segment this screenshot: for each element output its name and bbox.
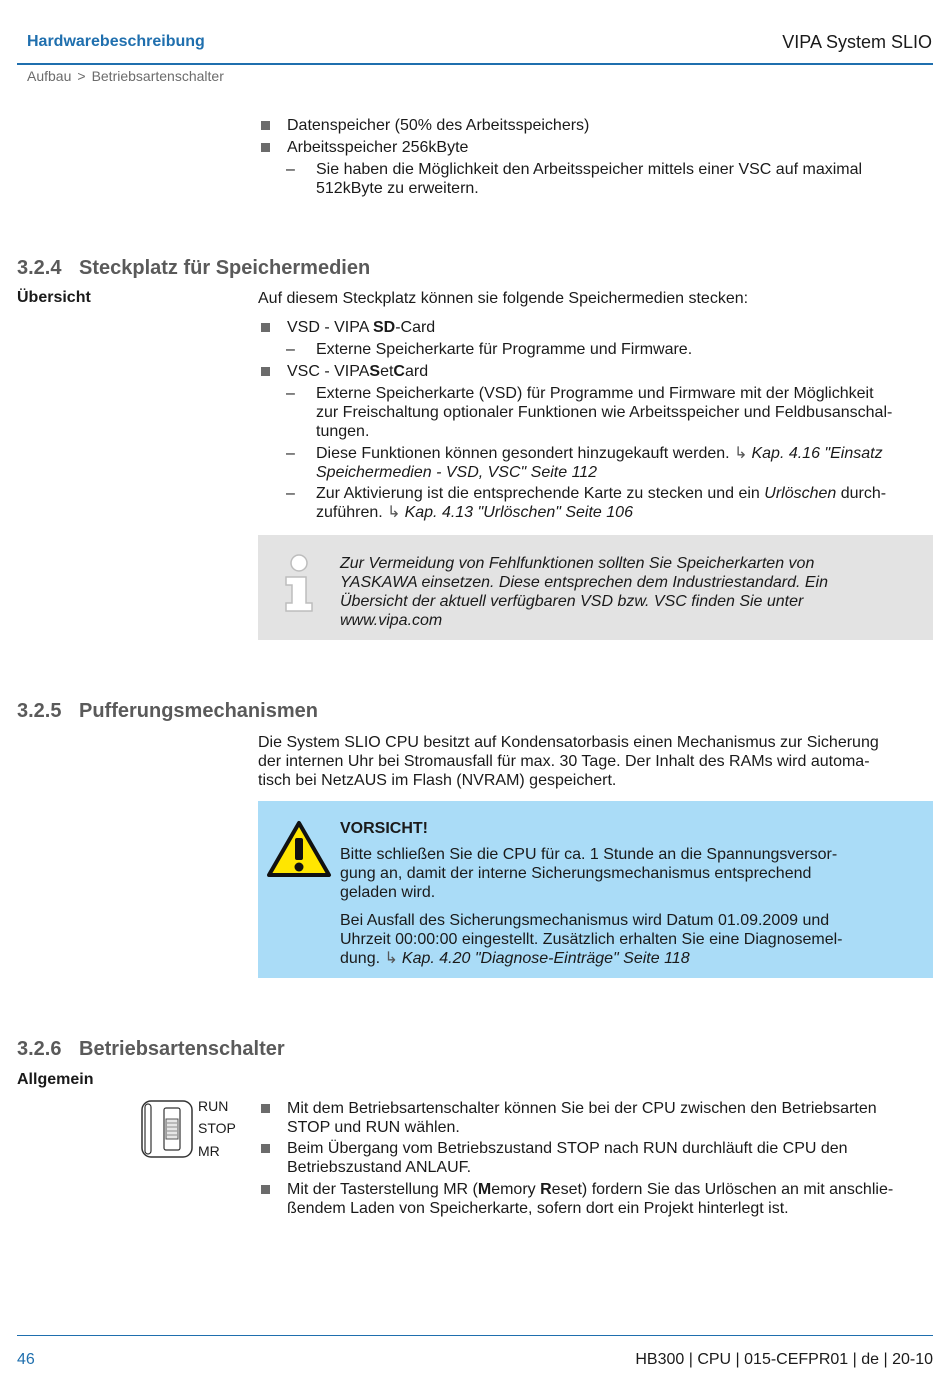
section-heading: 3.2.4 Steckplatz für Speichermedien (17, 257, 371, 279)
warning-paragraph: Bitte schließen Sie die CPU für ca. 1 Stunde an die Spannungsversor- gung an, damit der interne Sicherungsmechanismus entsprechend geladen wird. (340, 846, 838, 901)
dash-icon: – (286, 485, 295, 502)
paragraph: Die System SLIO CPU besitzt auf Kondensatorbasis einen Mechanismus zur Sicherung der internen Uhr bei Stromausfall für max. 30 Tage. Der Inhalt des RAMs wird automa- tisch bei NetzAUS im Flash (NVRAM) gespeichert. (258, 734, 879, 789)
cross-reference-link[interactable]: ↳ Kap. 4.16 "Einsatz Speichermedien - VSD, VSC" Seite 112 (316, 445, 883, 481)
reference-arrow-icon: ↳ (384, 950, 398, 967)
dash-icon: – (286, 385, 295, 402)
footer-divider (17, 1335, 933, 1336)
document-id: HB300 | CPU | 015-CEFPR01 | de | 20-10 (635, 1351, 933, 1368)
side-label-general: Allgemein (17, 1071, 94, 1088)
breadcrumb-item[interactable]: Betriebsartenschalter (91, 68, 224, 84)
cross-reference-link[interactable]: ↳ Kap. 4.13 "Urlöschen" Seite 106 (387, 504, 633, 521)
bullet-square-icon (261, 1104, 270, 1113)
bullet-square-icon (261, 323, 270, 332)
switch-label-stop: STOP (198, 1120, 236, 1136)
reference-arrow-icon: ↳ (387, 504, 401, 521)
header-section-title: Hardwarebeschreibung (27, 33, 205, 50)
dash-icon: – (286, 341, 295, 358)
bullet-square-icon (261, 367, 270, 376)
warning-paragraph: Bei Ausfall des Sicherungsmechanismus wird Datum 01.09.2009 und Uhrzeit 00:00:00 eingestellt. Zusätzlich erhalten Sie eine Diagnosemel- dung. ↳ Kap. 4.20 "Diagnose-Einträge" Seite 118 (340, 912, 843, 967)
section-heading: 3.2.6 Betriebsartenschalter (17, 1038, 285, 1060)
warning-triangle-icon (266, 820, 332, 878)
info-icon (280, 553, 318, 613)
header-product-name: VIPA System SLIO (782, 32, 932, 52)
info-note-text: Zur Vermeidung von Fehlfunktionen sollten Sie Speicherkarten von YASKAWA einsetzen. Diese entsprechen dem Industriestandard. Ein Übersicht der aktuell verfügbaren VSD bzw. VSC finden Sie unter www.vipa.com (340, 555, 828, 629)
side-label-overview: Übersicht (17, 289, 91, 306)
bullet-square-icon (261, 1144, 270, 1153)
page-number: 46 (17, 1351, 35, 1368)
switch-label-mr: MR (198, 1143, 220, 1159)
reference-arrow-icon: ↳ (734, 445, 748, 462)
bullet-square-icon (261, 1185, 270, 1194)
dash-icon: – (286, 161, 295, 178)
header-divider (17, 63, 933, 65)
switch-label-run: RUN (198, 1098, 229, 1114)
paragraph: Auf diesem Steckplatz können sie folgende Speichermedien stecken: (258, 290, 749, 307)
mode-switch-icon (140, 1099, 194, 1159)
bullet-square-icon (261, 143, 270, 152)
section-heading: 3.2.5 Pufferungsmechanismen (17, 700, 318, 722)
breadcrumb (27, 68, 224, 84)
dash-icon: – (286, 445, 295, 462)
cross-reference-link[interactable]: ↳ Kap. 4.20 "Diagnose-Einträge" Seite 118 (384, 950, 690, 967)
breadcrumb-separator: > (77, 68, 86, 84)
bullet-square-icon (261, 121, 270, 130)
breadcrumb-item[interactable]: Aufbau (27, 68, 72, 84)
warning-title: VORSICHT! (340, 820, 428, 837)
